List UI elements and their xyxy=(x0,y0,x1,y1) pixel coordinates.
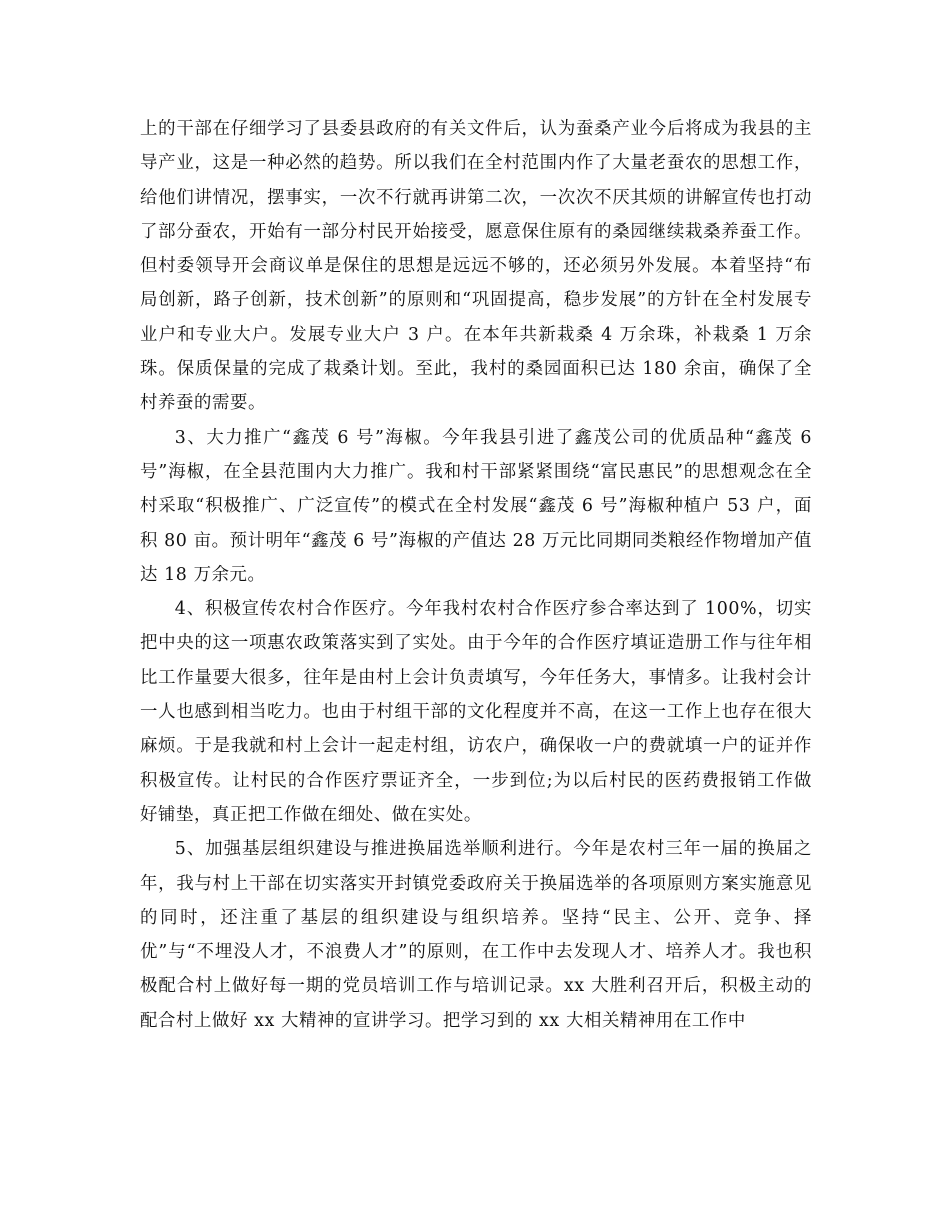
paragraph-item-4: 4、积极宣传农村合作医疗。今年我村农村合作医疗参合率达到了 100%，切实把中央的这一项惠农政策落实到了实处。由于今年的合作医疗填证造册工作与往年相比工作量要大很多，往年是由村上会计负责填写，今年任务大，事情多。让我村会计一人也感到相当吃力。也由于村组干部的文化程度并不高，在这一工作上也存在很大麻烦。于是我就和村上会计一起走村组，访农户，确保收一户的费就填一户的证并作积极宣传。让村民的合作医疗票证齐全，一步到位;为以后村民的医药费报销工作做好铺垫，真正把工作做在细处、做在实处。 xyxy=(140,599,812,825)
paragraph-continuation: 上的干部在仔细学习了县委县政府的有关文件后，认为蚕桑产业今后将成为我县的主导产业，这是一种必然的趋势。所以我们在全村范围内作了大量老蚕农的思想工作，给他们讲情况，摆事实，一次不行就再讲第二次，一次次不厌其烦的讲解宣传也打动了部分蚕农，开始有一部分村民开始接受，愿意保住原有的桑园继续栽桑养蚕工作。但村委领导开会商议单是保住的思想是远远不够的，还必须另外发展。本着坚持“布局创新，路子创新，技术创新”的原则和“巩固提高，稳步发展”的方针在全村发展专业户和专业大户。发展专业大户 3 户。在本年共新栽桑 4 万余珠，补栽桑 1 万余珠。保质保量的完成了栽桑计划。至此，我村的桑园面积已达 180 余亩，确保了全村养蚕的需要。 xyxy=(140,119,812,414)
paragraph-item-3: 3、大力推广“鑫茂 6 号”海椒。今年我县引进了鑫茂公司的优质品种“鑫茂 6 号”海椒，在全县范围内大力推广。我和村干部紧紧围绕“富民惠民”的思想观念在全村采取“积极推广、广泛宣传”的模式在全村发展“鑫茂 6 号”海椒种植户 53 户，面积 80 亩。预计明年“鑫茂 6 号”海椒的产值达 28 万元比同期同类粮经作物增加产值达 18 万余元。 xyxy=(140,427,812,585)
document-body xyxy=(140,112,812,1038)
paragraph-item-5: 5、加强基层组织建设与推进换届选举顺利进行。今年是农村三年一届的换届之年，我与村上干部在切实落实开封镇党委政府关于换届选举的各项原则方案实施意见的同时，还注重了基层的组织建设与组织培养。坚持“民主、公开、竞争、择优”与“不埋没人才，不浪费人才”的原则，在工作中去发现人才、培养人才。我也积极配合村上做好每一期的党员培训工作与培训记录。xx 大胜利召开后，积极主动的配合村上做好 xx 大精神的宣讲学习。把学习到的 xx 大相关精神用在工作中 xyxy=(140,839,812,1031)
